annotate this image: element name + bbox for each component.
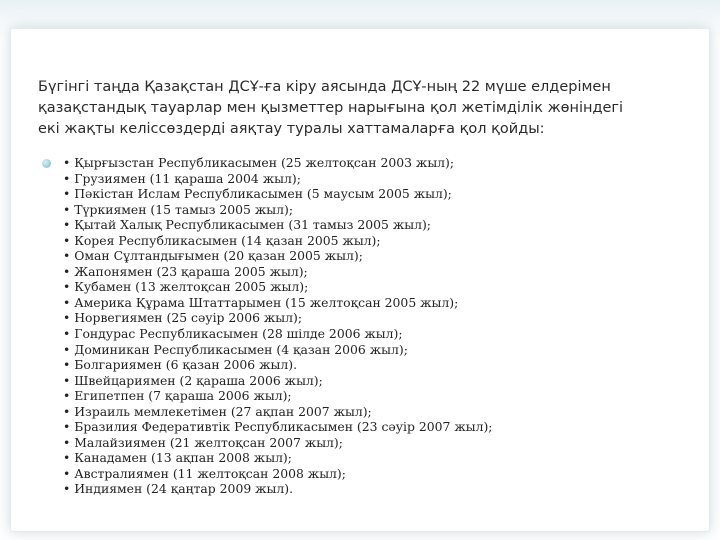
list-item: • Түркиямен (15 тамыз 2005 жыл); <box>63 202 492 218</box>
list-item: • Египетпен (7 қараша 2006 жыл); <box>63 388 492 404</box>
heading-line-2: қазақстандық тауарлар мен қызметтер нарығына қол жетімділік жөніндегі <box>38 100 624 116</box>
list-item: • Жапонямен (23 қараша 2005 жыл); <box>63 264 492 280</box>
list-item: • Израиль мемлекетімен (27 ақпан 2007 жыл); <box>63 404 492 420</box>
list-item: • Гондурас Республикасымен (28 шілде 2006 жыл); <box>63 326 492 342</box>
list-item: • Швейцариямен (2 қараша 2006 жыл); <box>63 373 492 389</box>
list-item: • Грузиямен (11 қараша 2004 жыл); <box>63 171 492 187</box>
list-item: • Норвегиямен (25 сәуір 2006 жыл); <box>63 310 492 326</box>
list-item: • Қытай Халық Республикасымен (31 тамыз 2005 жыл); <box>63 217 492 233</box>
list-item: • Америка Құрама Штаттарымен (15 желтоқсан 2005 жыл); <box>63 295 492 311</box>
list-item: • Корея Республикасымен (14 қазан 2005 жыл); <box>63 233 492 249</box>
heading-line-1: Бүгінгі таңда Қазақстан ДСҰ-ға кіру аясында ДСҰ-ның 22 мүше елдерімен <box>38 79 611 95</box>
list-item: • Пәкістан Ислам Республикасымен (5 маусым 2005 жыл); <box>63 186 492 202</box>
list-item: • Кубамен (13 желтоқсан 2005 жыл); <box>63 279 492 295</box>
list-item: • Қырғызстан Республикасымен (25 желтоқсан 2003 жыл); <box>63 155 492 171</box>
list-item: • Доминикан Республикасымен (4 қазан 2006 жыл); <box>63 342 492 358</box>
list-item: • Канадамен (13 ақпан 2008 жыл); <box>63 450 492 466</box>
list-item: • Австралиямен (11 желтоқсан 2008 жыл); <box>63 466 492 482</box>
list-item: • Болгариямен (6 қазан 2006 жыл). <box>63 357 492 373</box>
heading-line-3: екі жақты келіссөздерді аяқтау туралы хаттамаларға қол қойды: <box>38 121 545 137</box>
list-item: • Оман Сұлтандығымен (20 қазан 2005 жыл); <box>63 248 492 264</box>
list-item: • Индиямен (24 қаңтар 2009 жыл). <box>63 481 492 497</box>
country-list <box>63 155 492 497</box>
list-item: • Малайзиямен (21 желтоқсан 2007 жыл); <box>63 435 492 451</box>
list-item: • Бразилия Федеративтік Республикасымен (23 сәуір 2007 жыл); <box>63 419 492 435</box>
bullet-dot-icon <box>42 159 51 168</box>
slide-heading <box>38 77 688 140</box>
